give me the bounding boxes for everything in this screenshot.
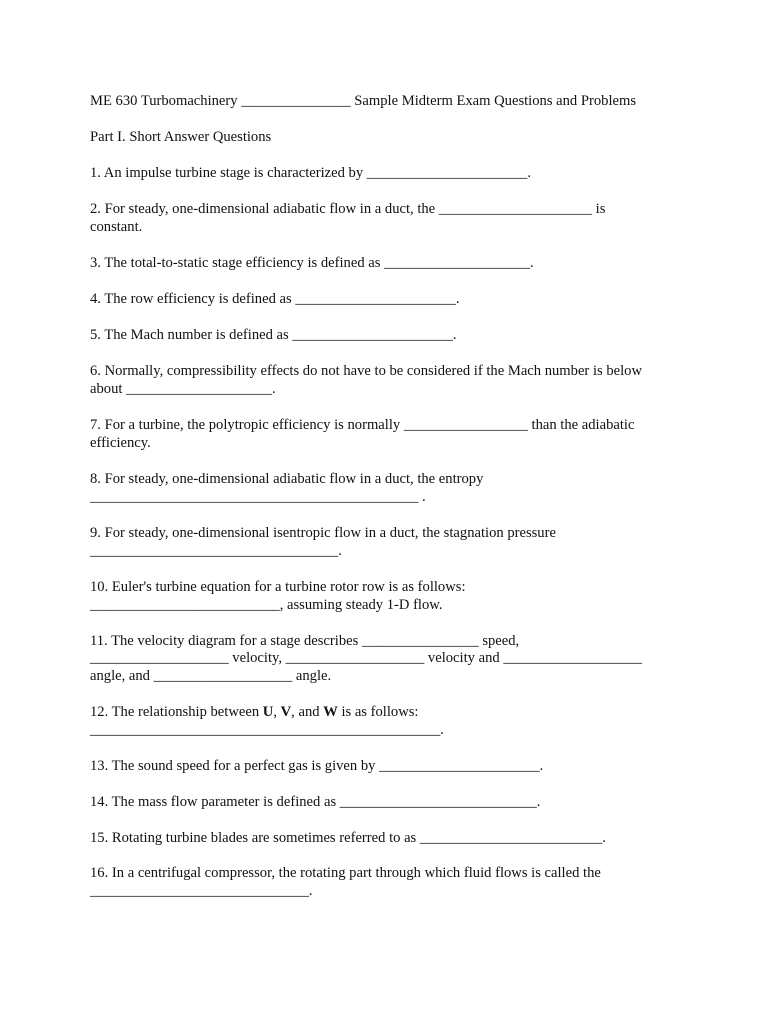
question-5: 5. The Mach number is defined as ______________________. [90, 327, 457, 343]
question-9-continued: __________________________________. [90, 543, 342, 559]
question-6: 6. Normally, compressibility effects do not have to be considered if the Mach number is below [90, 363, 642, 379]
question-12-text: 12. The relationship between U, V, and W is as follows: [90, 704, 419, 720]
question-7: 7. For a turbine, the polytropic efficiency is normally _________________ than the adiabatic [90, 417, 635, 433]
question-7-continued: efficiency. [90, 435, 151, 451]
question-16-continued: ______________________________. [90, 883, 313, 899]
question-1: 1. An impulse turbine stage is characterized by ______________________. [90, 165, 531, 181]
question-4: 4. The row efficiency is defined as ______________________. [90, 291, 460, 307]
question-6-continued: about ____________________. [90, 381, 276, 397]
question-3: 3. The total-to-static stage efficiency is defined as ____________________. [90, 255, 534, 271]
part-title: Part I. Short Answer Questions [90, 129, 272, 145]
question-10-continued: __________________________, assuming steady 1-D flow. [90, 597, 443, 613]
question-11-continued: ___________________ velocity, ___________________ velocity and ___________________ [90, 650, 642, 666]
question-9: 9. For steady, one-dimensional isentropic flow in a duct, the stagnation pressure [90, 525, 556, 541]
vector-symbol-w: W [323, 704, 338, 720]
vector-symbol-v: V [280, 704, 292, 720]
vector-symbol-u: U [262, 704, 274, 720]
exam-header: ME 630 Turbomachinery _______________ Sample Midterm Exam Questions and Problems [90, 93, 637, 109]
question-11-continued-2: angle, and ___________________ angle. [90, 668, 332, 684]
question-10: 10. Euler's turbine equation for a turbine rotor row is as follows: [90, 579, 466, 595]
question-16: 16. In a centrifugal compressor, the rotating part through which fluid flows is called the [90, 865, 601, 881]
question-2: 2. For steady, one-dimensional adiabatic flow in a duct, the _____________________ is [90, 201, 606, 217]
question-14: 14. The mass flow parameter is defined as ___________________________. [90, 794, 541, 810]
question-12-continued: ________________________________________________. [90, 722, 444, 738]
question-12 [90, 704, 698, 722]
question-13: 13. The sound speed for a perfect gas is given by ______________________. [90, 758, 544, 774]
question-15: 15. Rotating turbine blades are sometimes referred to as _________________________. [90, 830, 606, 846]
question-8: 8. For steady, one-dimensional adiabatic flow in a duct, the entropy [90, 471, 484, 487]
question-8-continued: _____________________________________________ . [90, 489, 426, 505]
question-2-continued: constant. [90, 219, 143, 235]
question-11: 11. The velocity diagram for a stage describes ________________ speed, [90, 633, 520, 649]
